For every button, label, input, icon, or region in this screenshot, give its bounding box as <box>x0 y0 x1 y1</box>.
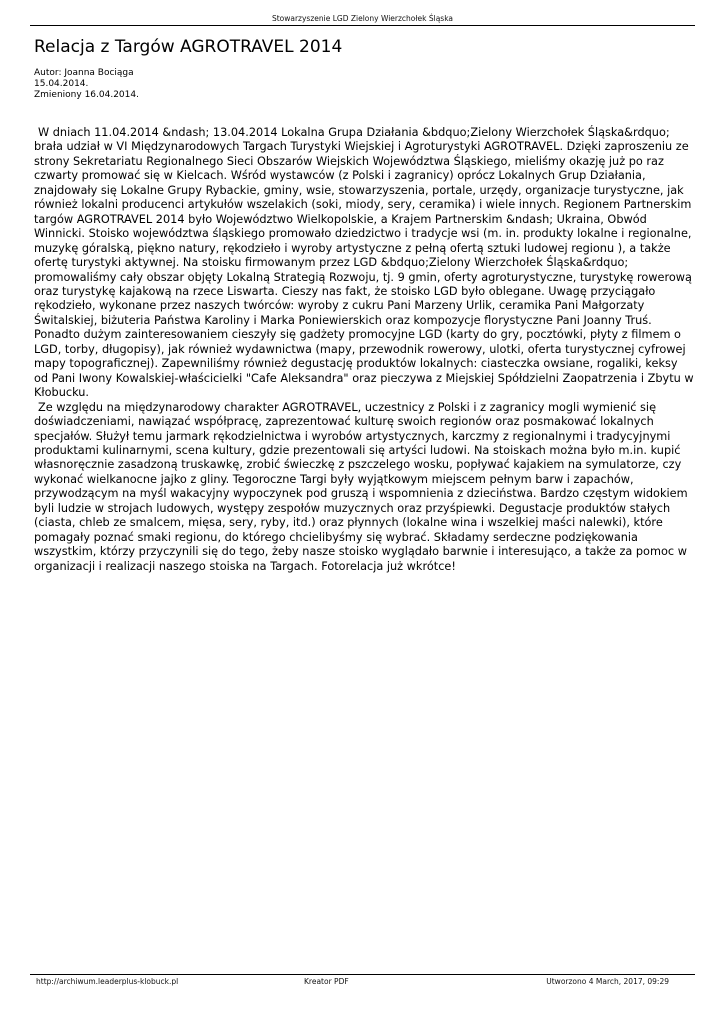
article-body <box>34 126 694 574</box>
footer-generator: Kreator PDF <box>304 977 349 986</box>
footer-created: Utworzono 4 March, 2017, 09:29 <box>546 977 669 986</box>
page-footer <box>30 974 695 986</box>
footer-url[interactable]: http://archiwum.leaderplus-klobuck.pl <box>36 977 179 986</box>
date-modified: Zmieniony 16.04.2014. <box>34 90 139 100</box>
article-title: Relacja z Targów AGROTRAVEL 2014 <box>34 37 343 57</box>
paragraph-2: Ze względu na międzynarodowy charakter AGROTRAVEL, uczestnicy z Polski i z zagranicy mogli wymienić się doświadczeniami, nawiązać współpracę, zaprezentować kulturę swoich regionów oraz posmakować lokalnych specjałów. Służył temu jarmark rękodzielnictwa i wyrobów artystycznych, karczmy z regionalnymi i tradycyjnymi produktami kulinarnymi, scena kultury, gdzie prezentowali się artyści ludowi. Na stoiskach można było m.in. kupić własnoręcznie zasadzoną truskawkę, zrobić świeczkę z pszczelego wosku, popływać kajakiem na symulatorze, czy wykonać wielkanocne jajko z gliny. Tegoroczne Targi były wyjątkowym miejscem pełnym barw i zapachów, przywodzącym na myśl wakacyjny wypoczynek pod gruszą i wspomnienia z dzieciństwa. Bardzo częstym widokiem byli ludzie w strojach ludowych, występy zespołów muzycznych oraz przyśpiewki. Degustacje produktów stałych (ciasta, chleb ze smalcem, mięsa, sery, ryby, itd.) oraz płynnych (lokalne wina i wszelkiej maści nalewki), które pomagały poznać smaki regionu, do którego chcielibyśmy się wybrać. Składamy serdeczne podziękowania wszystkim, którzy przyczynili się do tego, żeby nasze stoisko wyglądało barwnie i interesująco, a także za pomoc w organizacji i realizacji naszego stoiska na Targach. Fotorelacja już wkrótce! <box>34 400 688 573</box>
site-name: Stowarzyszenie LGD Zielony Wierzchołek Śląska <box>271 14 454 23</box>
article-meta <box>34 68 139 101</box>
date-created: 15.04.2014. <box>34 79 89 89</box>
page-header <box>30 14 695 26</box>
author-line: Autor: Joanna Bociąga <box>34 68 134 78</box>
paragraph-1: W dniach 11.04.2014 &ndash; 13.04.2014 Lokalna Grupa Działania &bdquo;Zielony Wierzchołek Śląska&rdquo; brała udział w VI Międzynarodowych Targach Turystyki Wiejskiej i Agroturystyki AGROTRAVEL. Dzięki zaproszeniu ze strony Sekretariatu Regionalnego Sieci Obszarów Wiejskich Województwa Śląskiego, mieliśmy okazję już po raz czwarty promować się w Kielcach. Wśród wystawców (z Polski i zagranicy) oprócz Lokalnych Grup Działania, znajdowały się Lokalne Grupy Rybackie, gminy, wsie, stowarzyszenia, portale, urzędy, organizacje turystyczne, jak również lokalni producenci artykułów wszelakich (soki, miody, sery, ceramika) i wiele innych. Regionem Partnerskim targów AGROTRAVEL 2014 było Województwo Wielkopolskie, a Krajem Partnerskim &ndash; Ukraina, Obwód Winnicki. Stoisko województwa śląskiego promowało dziedzictwo i tradycje wsi (m. in. produkty lokalne i regionalne, muzykę góralską, piękno natury, rękodzieło i wyroby artystyczne z pełną ofertą sztuki ludowej regionu ), a także ofertę turystyki aktywnej. Na stoisku firmowanym przez LGD &bdquo;Zielony Wierzchołek Śląska&rdquo; promowaliśmy cały obszar objęty Lokalną Strategią Rozwoju, tj. 9 gmin, oferty agroturystyczne, turystykę rowerową oraz turystykę kajakową na rzece Liswarta. Cieszy nas fakt, że stoisko LGD było oblegane. Uwagę przyciągało rękodzieło, wykonane przez naszych twórców: wyroby z cukru Pani Marzeny Urlik, ceramika Pani Małgorzaty Świtalskiej, biżuteria Państwa Karoliny i Marka Poniewierskich oraz kompozycje florystyczne Pani Joanny Truś. Ponadto dużym zainteresowaniem cieszyły się gadżety promocyjne LGD (karty do gry, pocztówki, płyty z filmem o LGD, torby, długopisy), jak również wydawnictwa (mapy, przewodnik rowerowy, ulotki, oferta turystycznej cyfrowej mapy topograficznej). Zapewniliśmy również degustację produktów lokalnych: ciasteczka owsiane, rogaliki, keksy od Pani Iwony Kowalskiej-właścicielki "Cafe Aleksandra" oraz pieczywa z Miejskiej Spółdzielni Zaopatrzenia i Zbytu w Kłobucku. <box>34 126 694 400</box>
